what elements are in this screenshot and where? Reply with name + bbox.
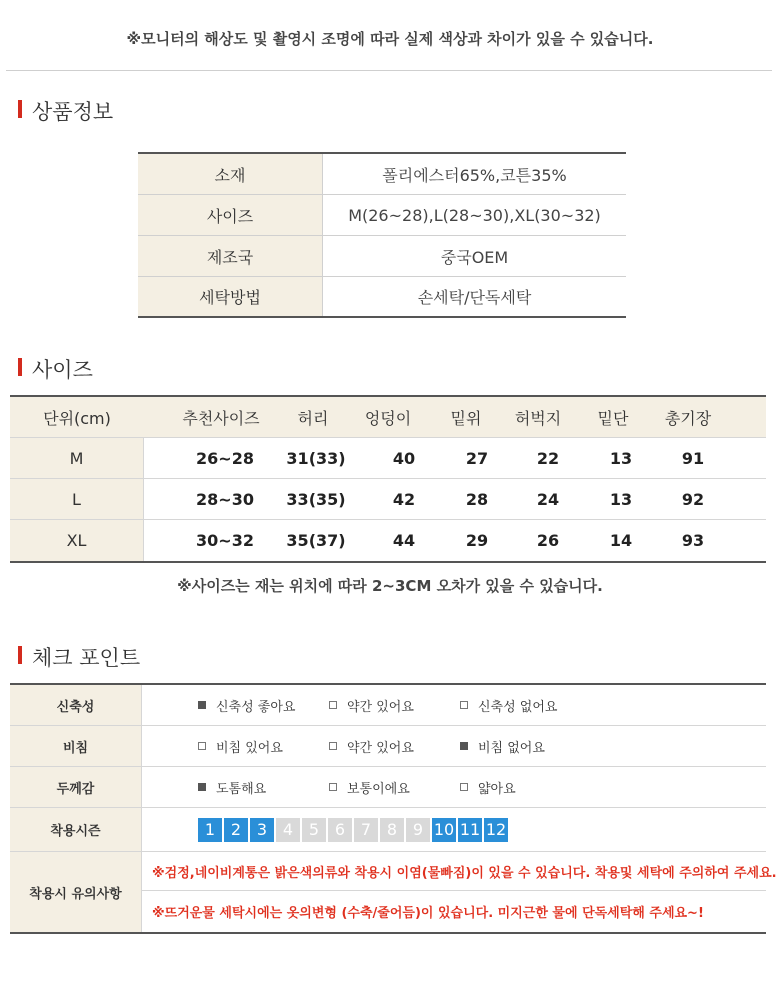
caution-text: ※검정,네이비계통은 밝은색의류와 착용시 이염(물빠짐)이 있을 수 있습니다. 착용및 세탁에 주의하여 주세요. — [152, 865, 777, 881]
size-cell: 26 — [536, 531, 560, 550]
size-row-l — [10, 479, 766, 520]
month-tile: 12 — [484, 818, 508, 842]
size-cell: 28 — [465, 489, 489, 509]
info-value: 폴리에스터65%,코튼35% — [382, 165, 567, 185]
info-label: 세탁방법 — [138, 277, 323, 316]
info-row-size — [138, 195, 626, 236]
info-row-origin — [138, 236, 626, 277]
size-label: M — [10, 438, 144, 478]
size-cell: 42 — [392, 489, 416, 509]
month-tile: 7 — [354, 818, 378, 842]
size-label: XL — [10, 520, 144, 561]
size-cell: 31(33) — [286, 448, 346, 468]
check-label: 두께감 — [10, 767, 142, 807]
info-value: M(26~28),L(28~30),XL(30~32) — [348, 205, 601, 225]
size-cell: 13 — [609, 489, 633, 509]
unit-label: 단위(cm) — [43, 408, 111, 428]
size-cell: 22 — [536, 448, 560, 468]
section-title-text: 체크 포인트 — [32, 646, 141, 670]
check-option — [329, 685, 414, 725]
size-cell: 33(35) — [286, 489, 346, 509]
size-row-m — [10, 438, 766, 479]
checkbox-empty-icon — [198, 742, 206, 750]
divider — [6, 70, 772, 71]
product-info-table — [138, 152, 626, 318]
month-tile: 4 — [276, 818, 300, 842]
check-label: 비침 — [10, 726, 142, 766]
check-option — [460, 685, 557, 725]
check-row-season — [10, 808, 766, 852]
size-cell: 26~28 — [196, 448, 254, 468]
size-cell: 14 — [609, 531, 633, 550]
check-point-table — [10, 683, 777, 934]
size-header-cell: 밑단 — [597, 408, 629, 428]
option-label: 신축성 없어요 — [478, 699, 558, 715]
option-label: 보통이에요 — [347, 781, 410, 797]
info-value: 중국OEM — [440, 247, 509, 267]
info-row-material — [138, 154, 626, 195]
option-label: 비침 있어요 — [216, 740, 283, 756]
check-row-caution — [10, 852, 777, 932]
section-title-text: 상품정보 — [32, 100, 114, 124]
section-marker — [18, 100, 22, 118]
option-label: 약간 있어요 — [347, 740, 414, 756]
checkbox-empty-icon — [329, 742, 337, 750]
checkbox-checked-icon — [460, 742, 468, 750]
size-cell: 44 — [392, 531, 416, 550]
month-tile: 1 — [198, 818, 222, 842]
checkbox-empty-icon — [329, 701, 337, 709]
option-label: 도톰해요 — [216, 781, 267, 797]
size-cell: 27 — [465, 448, 489, 468]
caution-line — [142, 852, 777, 891]
month-tile: 10 — [432, 818, 456, 842]
section-marker — [18, 358, 22, 376]
month-tile: 8 — [380, 818, 404, 842]
check-row-stretch — [10, 685, 766, 726]
checkbox-empty-icon — [460, 701, 468, 709]
caution-line — [142, 891, 766, 932]
month-tile: 9 — [406, 818, 430, 842]
section-marker — [18, 646, 22, 664]
size-cell: 30~32 — [196, 531, 254, 550]
check-label: 착용시즌 — [10, 808, 142, 851]
size-cell: 29 — [465, 531, 489, 550]
size-cell: 93 — [681, 531, 705, 550]
checkbox-checked-icon — [198, 701, 206, 709]
check-option — [460, 726, 545, 766]
size-cell: 35(37) — [286, 531, 346, 550]
caution-lines — [142, 852, 777, 932]
season-months — [142, 808, 766, 851]
month-indicator-list — [198, 818, 510, 842]
size-header-cell: 밑위 — [450, 408, 482, 428]
month-tile: 6 — [328, 818, 352, 842]
month-tile: 2 — [224, 818, 248, 842]
size-cell: 40 — [392, 448, 416, 468]
checkbox-empty-icon — [460, 783, 468, 791]
monitor-color-notice: ※모니터의 해상도 및 촬영시 조명에 따라 실제 색상과 차이가 있을 수 있습니다. — [126, 30, 654, 48]
size-tolerance-note: ※사이즈는 재는 위치에 따라 2~3CM 오차가 있을 수 있습니다. — [177, 577, 603, 595]
info-row-washing — [138, 277, 626, 318]
size-header-cell: 허리 — [297, 408, 329, 428]
option-label: 약간 있어요 — [347, 699, 414, 715]
section-title-text: 사이즈 — [32, 358, 93, 382]
size-cell: 92 — [681, 489, 705, 509]
check-row-sheerness — [10, 726, 766, 767]
check-option — [329, 726, 414, 766]
check-row-thickness — [10, 767, 766, 808]
check-option — [198, 726, 283, 766]
caution-text: ※뜨거운물 세탁시에는 옷의변형 (수축/줄어듬)이 있습니다. 미지근한 물에 단독세탁해 주세요~! — [152, 906, 704, 921]
checkbox-checked-icon — [198, 783, 206, 791]
month-tile: 5 — [302, 818, 326, 842]
option-label: 신축성 좋아요 — [216, 699, 296, 715]
check-option — [460, 767, 516, 807]
size-cell: 91 — [681, 448, 705, 468]
check-label: 신축성 — [10, 685, 142, 725]
size-cell: 28~30 — [196, 489, 254, 509]
size-header-cell: 추천사이즈 — [182, 408, 260, 428]
size-header-cell: 총기장 — [664, 408, 712, 428]
size-cell: 24 — [536, 489, 560, 509]
check-options — [142, 726, 766, 766]
check-option — [329, 767, 410, 807]
check-option — [198, 685, 295, 725]
check-options — [142, 767, 766, 807]
check-option — [198, 767, 266, 807]
size-label: L — [10, 479, 144, 519]
option-label: 비침 없어요 — [478, 740, 545, 756]
info-label: 사이즈 — [138, 195, 323, 235]
info-label: 제조국 — [138, 236, 323, 276]
size-header-row — [10, 397, 766, 438]
month-tile: 3 — [250, 818, 274, 842]
info-value: 손세탁/단독세탁 — [417, 288, 532, 307]
info-label: 소재 — [138, 154, 323, 194]
size-row-xl — [10, 520, 766, 561]
size-header-cell: 엉덩이 — [364, 408, 412, 428]
size-cell: 13 — [609, 448, 633, 468]
check-options — [142, 685, 766, 725]
check-label: 착용시 유의사항 — [10, 852, 142, 932]
size-table — [10, 395, 766, 563]
month-tile: 11 — [458, 818, 482, 842]
size-header-cell: 허벅지 — [514, 408, 562, 428]
option-label: 얇아요 — [478, 781, 516, 797]
checkbox-empty-icon — [329, 783, 337, 791]
